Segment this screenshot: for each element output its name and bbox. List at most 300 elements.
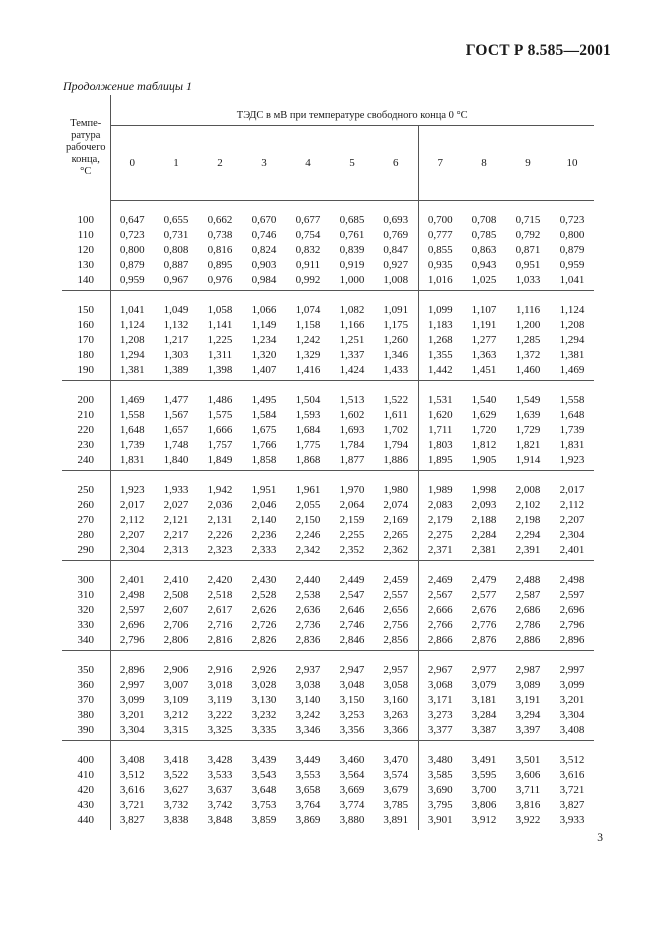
emf-value-cell: 0,647: [110, 201, 154, 229]
emf-value-cell: 3,346: [286, 723, 330, 741]
emf-value-cell: 2,342: [286, 543, 330, 561]
emf-value-cell: 1,175: [383, 319, 409, 331]
emf-value-cell: 1,451: [462, 363, 506, 381]
emf-value-cell: 3,922: [515, 814, 541, 826]
emf-value-cell: 3,742: [207, 799, 233, 811]
column-header-8: 8: [462, 126, 506, 201]
emf-value-cell: 1,000: [330, 273, 374, 291]
column-header-7: 7: [418, 126, 462, 201]
table-row: [62, 318, 594, 333]
emf-value-cell: 3,201: [559, 694, 585, 706]
emf-value-cell: 2,102: [515, 499, 541, 511]
emf-value-cell: 3,315: [154, 723, 198, 741]
emf-value-cell: 1,469: [110, 381, 154, 409]
emf-value-cell: 1,033: [506, 273, 550, 291]
emf-value-cell: 1,849: [198, 453, 242, 471]
temperature-cell: 430: [62, 798, 110, 813]
table-row: [62, 363, 594, 381]
emf-value-cell: 1,294: [110, 348, 154, 363]
emf-value-cell: 1,711: [418, 423, 462, 438]
emf-value-cell: 2,617: [207, 604, 233, 616]
emf-value-cell: 0,839: [339, 244, 365, 256]
emf-value-cell: 3,079: [471, 679, 497, 691]
row-group: [62, 291, 594, 381]
emf-value-cell: 1,886: [374, 453, 418, 471]
emf-value-cell: 2,036: [207, 499, 233, 511]
emf-value-cell: 1,381: [559, 349, 585, 361]
emf-value-cell: 2,420: [207, 574, 233, 586]
emf-value-cell: 2,876: [462, 633, 506, 651]
emf-value-cell: 0,662: [207, 214, 233, 226]
table-row: [62, 633, 594, 651]
emf-value-cell: 2,188: [471, 514, 497, 526]
column-header-3: 3: [242, 126, 286, 201]
emf-value-cell: 1,549: [515, 394, 541, 406]
emf-value-cell: 1,225: [207, 334, 233, 346]
column-header-6: 6: [374, 126, 418, 201]
emf-value-cell: 0,879: [559, 244, 585, 256]
emf-value-cell: 0,769: [383, 229, 409, 241]
emf-value-cell: 1,277: [471, 334, 497, 346]
row-header-label: Темпе- ратура рабочего конца, °С: [66, 117, 106, 177]
emf-value-cell: 3,325: [198, 723, 242, 741]
emf-value-cell: 2,255: [339, 529, 365, 541]
emf-value-cell: 2,997: [110, 678, 154, 693]
emf-value-cell: 1,381: [110, 363, 154, 381]
emf-value-cell: 2,997: [559, 664, 585, 676]
emf-value-cell: 2,766: [418, 618, 462, 633]
emf-value-cell: 2,391: [506, 543, 550, 561]
emf-value-cell: 3,859: [251, 814, 277, 826]
emf-value-cell: 2,957: [383, 664, 409, 676]
table-row: [62, 291, 594, 319]
emf-value-cell: 2,179: [418, 513, 462, 528]
emf-value-cell: 0,951: [515, 259, 541, 271]
temperature-cell: 270: [62, 513, 110, 528]
emf-value-cell: 0,693: [383, 214, 409, 226]
emf-value-cell: 3,366: [374, 723, 418, 741]
emf-value-cell: 1,234: [251, 334, 277, 346]
emf-value-cell: 2,488: [515, 574, 541, 586]
emf-value-cell: 1,477: [163, 394, 189, 406]
emf-value-cell: 1,416: [286, 363, 330, 381]
emf-value-cell: 3,181: [471, 694, 497, 706]
emf-value-cell: 1,124: [110, 318, 154, 333]
column-header-0: 0: [110, 126, 154, 201]
emf-value-cell: 1,720: [471, 424, 497, 436]
emf-value-cell: 1,558: [110, 408, 154, 423]
emf-value-cell: 2,626: [251, 604, 277, 616]
temperature-cell: 330: [62, 618, 110, 633]
temperature-cell: 190: [62, 363, 110, 381]
emf-value-cell: 1,522: [383, 394, 409, 406]
page-number: 3: [597, 832, 603, 844]
temperature-cell: 160: [62, 318, 110, 333]
emf-value-cell: 2,577: [471, 589, 497, 601]
emf-value-cell: 2,313: [154, 543, 198, 561]
emf-value-cell: 1,657: [163, 424, 189, 436]
emf-value-cell: 1,372: [515, 349, 541, 361]
emf-value-cell: 2,646: [339, 604, 365, 616]
row-group: [62, 381, 594, 471]
emf-value-cell: 1,970: [339, 484, 365, 496]
emf-value-cell: 2,937: [295, 664, 321, 676]
emf-value-cell: 1,748: [163, 439, 189, 451]
emf-value-cell: 1,294: [559, 334, 585, 346]
emf-value-cell: 3,304: [110, 723, 154, 741]
emf-value-cell: 3,294: [515, 709, 541, 721]
emf-value-cell: 3,408: [550, 723, 594, 741]
emf-value-cell: 1,951: [251, 484, 277, 496]
temperature-cell: 340: [62, 633, 110, 651]
emf-value-cell: 3,058: [383, 679, 409, 691]
table-row: [62, 708, 594, 723]
temperature-cell: 250: [62, 471, 110, 499]
emf-value-cell: 2,371: [418, 543, 462, 561]
emf-value-cell: 1,602: [339, 409, 365, 421]
emf-value-cell: 1,158: [295, 319, 321, 331]
emf-value-cell: 2,333: [242, 543, 286, 561]
emf-value-cell: 3,460: [339, 754, 365, 766]
emf-value-cell: 2,696: [110, 618, 154, 633]
emf-value-cell: 2,896: [110, 651, 154, 679]
emf-value-cell: 2,055: [295, 499, 321, 511]
emf-value-cell: 2,017: [559, 484, 585, 496]
emf-value-cell: 1,208: [559, 319, 585, 331]
emf-value-cell: 1,486: [207, 394, 233, 406]
emf-value-cell: 1,355: [418, 348, 462, 363]
emf-value-cell: 1,858: [242, 453, 286, 471]
row-group: [62, 201, 594, 291]
emf-value-cell: 1,980: [383, 484, 409, 496]
emf-value-cell: 2,469: [418, 561, 462, 589]
emf-value-cell: 0,984: [242, 273, 286, 291]
emf-value-cell: 2,607: [163, 604, 189, 616]
emf-value-cell: 2,401: [550, 543, 594, 561]
emf-value-cell: 1,469: [550, 363, 594, 381]
emf-value-cell: 3,212: [163, 709, 189, 721]
emf-value-cell: 1,593: [295, 409, 321, 421]
emf-value-cell: 0,816: [207, 244, 233, 256]
emf-value-cell: 2,726: [251, 619, 277, 631]
emf-value-cell: 1,433: [374, 363, 418, 381]
emf-value-cell: 1,611: [383, 409, 408, 421]
emf-value-cell: 1,303: [163, 349, 189, 361]
emf-value-cell: 2,836: [286, 633, 330, 651]
temperature-cell: 130: [62, 258, 110, 273]
emf-value-cell: 1,329: [295, 349, 321, 361]
emf-value-cell: 3,109: [163, 694, 189, 706]
emf-value-cell: 2,706: [163, 619, 189, 631]
temperature-cell: 100: [62, 201, 110, 229]
emf-value-cell: 3,449: [295, 754, 321, 766]
emf-value-cell: 3,356: [330, 723, 374, 741]
emf-value-cell: 0,847: [383, 244, 409, 256]
emf-value-cell: 1,757: [207, 439, 233, 451]
emf-value-cell: 3,564: [339, 769, 365, 781]
emf-value-cell: 1,398: [198, 363, 242, 381]
emf-value-cell: 3,690: [418, 783, 462, 798]
emf-value-cell: 2,430: [251, 574, 277, 586]
emf-value-cell: 3,512: [110, 768, 154, 783]
emf-value-cell: 2,131: [207, 514, 233, 526]
emf-value-cell: 0,887: [163, 259, 189, 271]
emf-value-cell: 0,911: [295, 259, 321, 271]
emf-value-cell: 3,658: [295, 784, 321, 796]
emf-value-cell: 0,871: [515, 244, 541, 256]
emf-value-cell: 1,041: [110, 291, 154, 319]
emf-value-cell: 1,311: [207, 349, 233, 361]
emf-value-cell: 1,923: [110, 471, 154, 499]
table-row: [62, 798, 594, 813]
emf-value-cell: 1,531: [418, 381, 462, 409]
table-row: [62, 678, 594, 693]
emf-value-cell: 3,721: [559, 784, 585, 796]
emf-value-cell: 1,831: [110, 453, 154, 471]
emf-value-cell: 1,407: [242, 363, 286, 381]
emf-value-cell: 2,275: [418, 528, 462, 543]
emf-value-cell: 2,597: [559, 589, 585, 601]
emf-value-cell: 2,786: [515, 619, 541, 631]
emf-value-cell: 3,397: [506, 723, 550, 741]
table-row: [62, 201, 594, 229]
emf-value-cell: 3,480: [418, 741, 462, 769]
emf-value-cell: 0,943: [471, 259, 497, 271]
emf-value-cell: 1,648: [559, 409, 585, 421]
emf-value-cell: 2,304: [559, 529, 585, 541]
emf-value-cell: 3,827: [110, 813, 154, 830]
emf-value-cell: 3,222: [207, 709, 233, 721]
emf-value-cell: 3,806: [471, 799, 497, 811]
emf-value-cell: 2,112: [559, 499, 585, 511]
emf-value-cell: 2,776: [471, 619, 497, 631]
emf-value-cell: 0,723: [559, 214, 585, 226]
temperature-cell: 380: [62, 708, 110, 723]
emf-value-cell: 3,171: [418, 693, 462, 708]
emf-value-cell: 3,418: [163, 754, 189, 766]
temperature-cell: 410: [62, 768, 110, 783]
emf-value-cell: 3,439: [251, 754, 277, 766]
table-row: [62, 423, 594, 438]
emf-value-cell: 2,362: [374, 543, 418, 561]
emf-value-cell: 3,160: [383, 694, 409, 706]
emf-value-cell: 3,543: [251, 769, 277, 781]
emf-value-cell: 1,766: [251, 439, 277, 451]
emf-value-cell: 2,284: [471, 529, 497, 541]
emf-value-cell: 2,906: [163, 664, 189, 676]
emf-value-cell: 3,700: [471, 784, 497, 796]
emf-value-cell: 1,666: [207, 424, 233, 436]
table-row: [62, 603, 594, 618]
emf-value-cell: 3,242: [295, 709, 321, 721]
temperature-cell: 290: [62, 543, 110, 561]
emf-value-cell: 3,774: [339, 799, 365, 811]
emf-value-cell: 2,498: [110, 588, 154, 603]
row-group: [62, 471, 594, 561]
emf-value-cell: 1,260: [383, 334, 409, 346]
temperature-cell: 230: [62, 438, 110, 453]
emf-value-cell: 3,711: [515, 784, 541, 796]
emf-value-cell: 3,387: [462, 723, 506, 741]
emf-value-cell: 2,967: [418, 651, 462, 679]
column-header-2: 2: [198, 126, 242, 201]
emf-value-cell: 2,265: [383, 529, 409, 541]
emf-value-cell: 2,656: [383, 604, 409, 616]
column-header-10: 10: [550, 126, 594, 201]
emf-value-cell: 3,648: [251, 784, 277, 796]
emf-value-cell: 3,616: [110, 783, 154, 798]
table-row: [62, 348, 594, 363]
emf-value-cell: 2,636: [295, 604, 321, 616]
emf-value-cell: 3,191: [515, 694, 541, 706]
emf-value-cell: 0,919: [339, 259, 365, 271]
emf-value-cell: 1,504: [295, 394, 321, 406]
emf-value-cell: 2,236: [251, 529, 277, 541]
emf-value-cell: 1,442: [418, 363, 462, 381]
emf-value-cell: 0,992: [286, 273, 330, 291]
emf-value-cell: 2,846: [330, 633, 374, 651]
emf-value-cell: 3,732: [163, 799, 189, 811]
emf-value-cell: 2,498: [559, 574, 585, 586]
emf-value-cell: 1,739: [110, 438, 154, 453]
emf-value-cell: 3,273: [418, 708, 462, 723]
table-row: [62, 243, 594, 258]
emf-value-cell: 1,091: [383, 304, 409, 316]
emf-value-cell: 3,764: [295, 799, 321, 811]
emf-value-cell: 2,352: [330, 543, 374, 561]
document-title: ГОСТ Р 8.585—2001: [465, 42, 611, 59]
emf-value-cell: 3,795: [418, 798, 462, 813]
emf-value-cell: 1,933: [163, 484, 189, 496]
emf-value-cell: 3,933: [559, 814, 585, 826]
emf-value-cell: 2,440: [295, 574, 321, 586]
emf-value-cell: 2,064: [339, 499, 365, 511]
table-row: [62, 768, 594, 783]
emf-value-cell: 0,655: [163, 214, 189, 226]
table-row: [62, 723, 594, 741]
emf-value-cell: 3,408: [110, 741, 154, 769]
emf-value-cell: 1,702: [383, 424, 409, 436]
emf-value-cell: 0,967: [154, 273, 198, 291]
emf-value-cell: 3,848: [207, 814, 233, 826]
column-header-1: 1: [154, 126, 198, 201]
emf-value-cell: 1,961: [295, 484, 321, 496]
emf-value-cell: 0,903: [251, 259, 277, 271]
emf-value-cell: 3,119: [207, 694, 233, 706]
emf-value-cell: 3,140: [295, 694, 321, 706]
emf-value-cell: 3,038: [295, 679, 321, 691]
emf-value-cell: 2,294: [515, 529, 541, 541]
emf-value-cell: 1,008: [374, 273, 418, 291]
emf-value-cell: 1,739: [559, 424, 585, 436]
emf-value-cell: 1,812: [471, 439, 497, 451]
table-row: [62, 693, 594, 708]
emf-value-cell: 3,585: [418, 768, 462, 783]
temperature-cell: 360: [62, 678, 110, 693]
emf-value-cell: 2,159: [339, 514, 365, 526]
emf-value-cell: 0,800: [110, 243, 154, 258]
emf-value-cell: 3,201: [110, 708, 154, 723]
emf-value-cell: 1,775: [295, 439, 321, 451]
emf-value-cell: 0,723: [110, 228, 154, 243]
emf-value-cell: 1,058: [207, 304, 233, 316]
emf-value-cell: 1,337: [339, 349, 365, 361]
temperature-cell: 400: [62, 741, 110, 769]
emf-value-cell: 1,989: [418, 471, 462, 499]
emf-value-cell: 2,410: [163, 574, 189, 586]
emf-value-cell: 1,049: [163, 304, 189, 316]
emf-value-cell: 0,976: [198, 273, 242, 291]
emf-value-cell: 1,895: [418, 453, 462, 471]
temperature-cell: 170: [62, 333, 110, 348]
emf-value-cell: 3,089: [515, 679, 541, 691]
emf-value-cell: 2,926: [251, 664, 277, 676]
temperature-cell: 120: [62, 243, 110, 258]
emf-value-cell: 3,099: [110, 693, 154, 708]
emf-value-cell: 1,242: [295, 334, 321, 346]
temperature-cell: 150: [62, 291, 110, 319]
table-row: [62, 273, 594, 291]
temperature-cell: 260: [62, 498, 110, 513]
emf-value-cell: 3,869: [295, 814, 321, 826]
emf-value-cell: 1,794: [383, 439, 409, 451]
emf-value-cell: 3,721: [110, 798, 154, 813]
emf-value-cell: 2,916: [207, 664, 233, 676]
emf-value-cell: 1,877: [330, 453, 374, 471]
emf-value-cell: 2,381: [462, 543, 506, 561]
emf-value-cell: 1,540: [471, 394, 497, 406]
table-row: [62, 783, 594, 798]
emf-value-cell: 1,346: [383, 349, 409, 361]
emf-value-cell: 0,670: [251, 214, 277, 226]
emf-value-cell: 1,183: [418, 318, 462, 333]
table-row: [62, 438, 594, 453]
emf-value-cell: 3,880: [339, 814, 365, 826]
emf-value-cell: 0,754: [295, 229, 321, 241]
emf-value-cell: 2,008: [515, 484, 541, 496]
emf-value-cell: 0,832: [295, 244, 321, 256]
table-row: [62, 408, 594, 423]
emf-value-cell: 1,016: [418, 273, 462, 291]
emf-value-cell: 3,533: [207, 769, 233, 781]
emf-value-cell: 2,816: [198, 633, 242, 651]
temperature-cell: 180: [62, 348, 110, 363]
emf-value-cell: 3,048: [339, 679, 365, 691]
emf-value-cell: 2,083: [418, 498, 462, 513]
column-header-row: [62, 126, 594, 201]
emf-value-cell: 3,304: [559, 709, 585, 721]
emf-value-cell: 2,746: [339, 619, 365, 631]
temperature-cell: 420: [62, 783, 110, 798]
emf-value-cell: 2,217: [163, 529, 189, 541]
emf-value-cell: 0,761: [339, 229, 365, 241]
emf-value-cell: 2,597: [110, 603, 154, 618]
table-row: [62, 513, 594, 528]
emf-value-cell: 1,025: [462, 273, 506, 291]
emf-value-cell: 2,696: [559, 604, 585, 616]
emf-value-cell: 0,863: [471, 244, 497, 256]
emf-value-cell: 1,141: [207, 319, 233, 331]
emf-value-cell: 2,140: [251, 514, 277, 526]
emf-value-cell: 1,107: [471, 304, 497, 316]
emf-value-cell: 2,856: [374, 633, 418, 651]
row-header-temperature: [62, 95, 110, 201]
table-row: [62, 561, 594, 589]
emf-value-cell: 1,460: [506, 363, 550, 381]
emf-value-cell: 3,263: [383, 709, 409, 721]
emf-value-cell: 1,693: [339, 424, 365, 436]
emf-value-cell: 3,491: [471, 754, 497, 766]
